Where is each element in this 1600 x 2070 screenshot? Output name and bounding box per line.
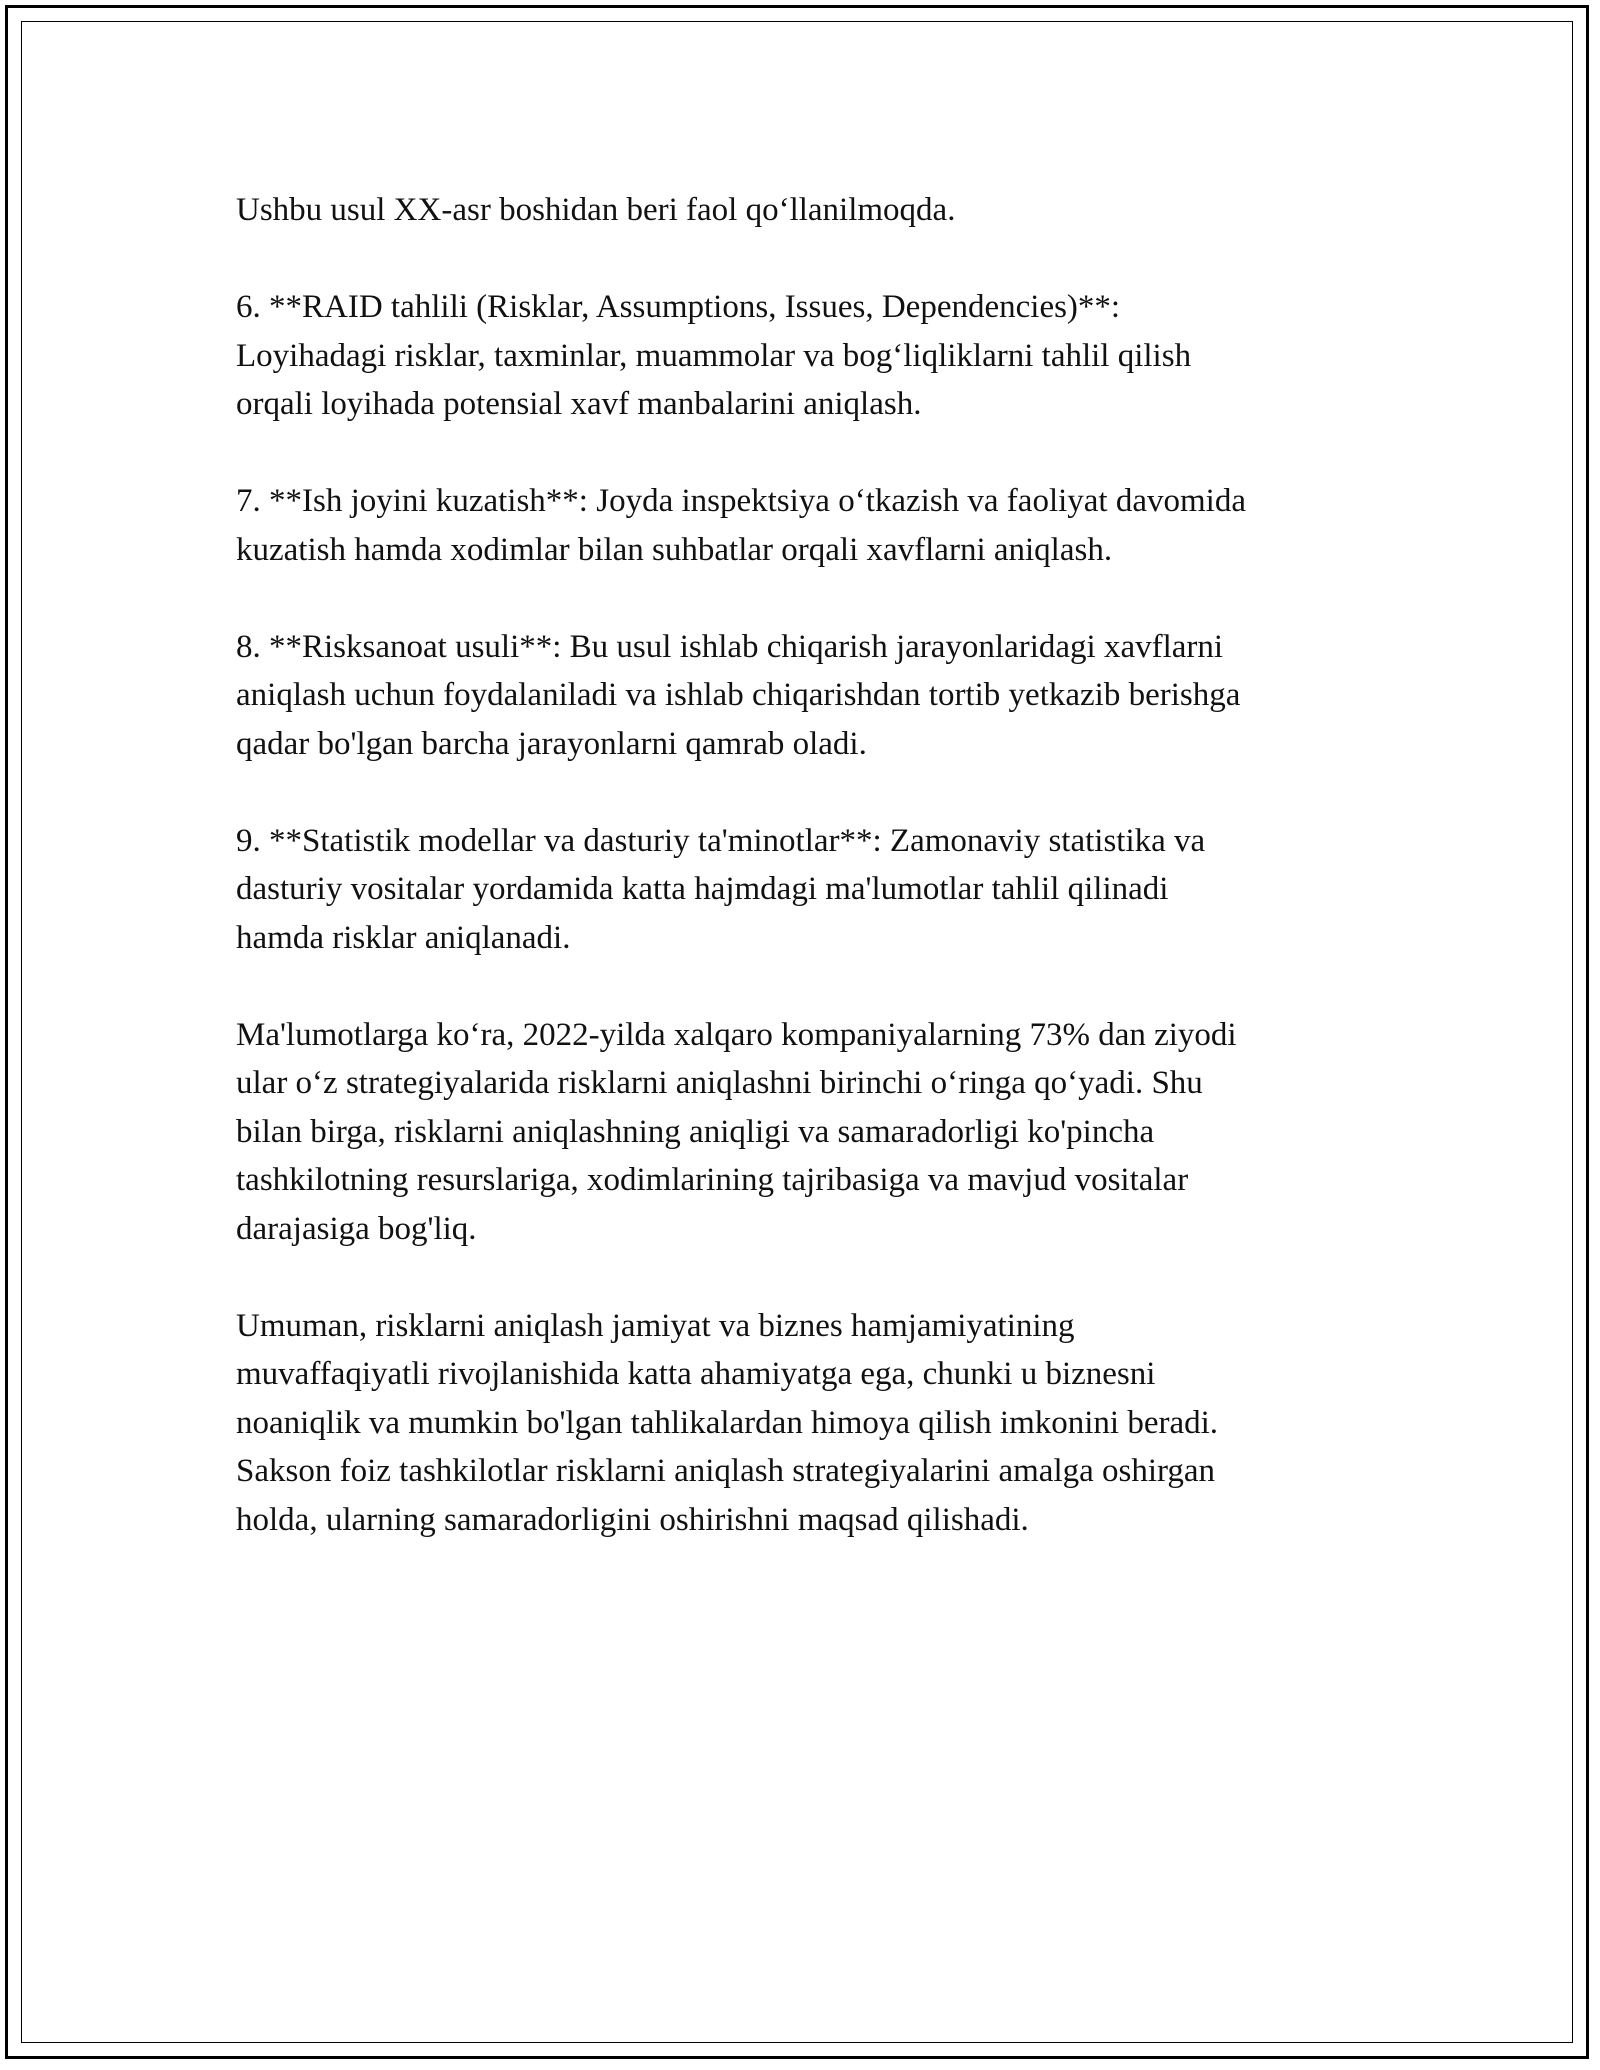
paragraph-intro: Ushbu usul XX-asr boshidan beri faol qo‘llanilmoqda. (236, 192, 956, 228)
paragraph-workplace-observation: 7. **Ish joyini kuzatish**: Joyda inspektsiya o‘tkazish va faoliyat davomida kuzatish hamda xodimlar bilan suhbatlar orqali xavflarni aniqlash. (236, 483, 1246, 568)
paragraph-raid-analysis: 6. **RAID tahlili (Risklar, Assumptions, Issues, Dependencies)**: Loyihadagi risklar, taxminlar, muammolar va bog‘liqliklarni tahlil qilish orqali loyihada potensial xavf manbalarini aniqlash. (236, 289, 1192, 422)
paragraph-conclusion: Umuman, risklarni aniqlash jamiyat va biznes hamjamiyatining muvaffaqiyatli rivojlanishida katta ahamiyatga ega, chunki u biznesni noaniqlik va mumkin bo'lgan tahlikalardan himoya qilish imkonini beradi. Sakson foiz tashkilotlar risklarni aniqlash strategiyalarini amalga oshirgan holda, ularning samaradorligini oshirishni maqsad qilishadi. (236, 1307, 1219, 1538)
paragraph-statistical-models: 9. **Statistik modellar va dasturiy ta'minotlar**: Zamonaviy statistika va dasturiy vositalar yordamida katta hajmdagi ma'lumotlar tahlil qilinadi hamda risklar aniqlanadi. (236, 822, 1206, 956)
paragraph-data-2022: Ma'lumotlarga ko‘ra, 2022-yilda xalqaro kompaniyalarning 73% dan ziyodi ular o‘z strategiyalarida risklarni aniqlashni birinchi o‘ringa qo‘yadi. Shu bilan birga, risklarni aniqlashning aniqligi va samaradorligi ko'pincha tashkilotning resurslariga, xodimlarining tajribasiga va mavjud vositalar darajasiga bog'liq. (236, 1016, 1237, 1247)
document-body (236, 186, 1386, 1544)
paragraph-risksanoat-method: 8. **Risksanoat usuli**: Bu usul ishlab chiqarish jarayonlaridagi xavflarni aniqlash uchun foydalaniladi va ishlab chiqarishdan tortib yetkazib berishga qadar bo'lgan barcha jarayonlarni qamrab oladi. (236, 628, 1241, 762)
